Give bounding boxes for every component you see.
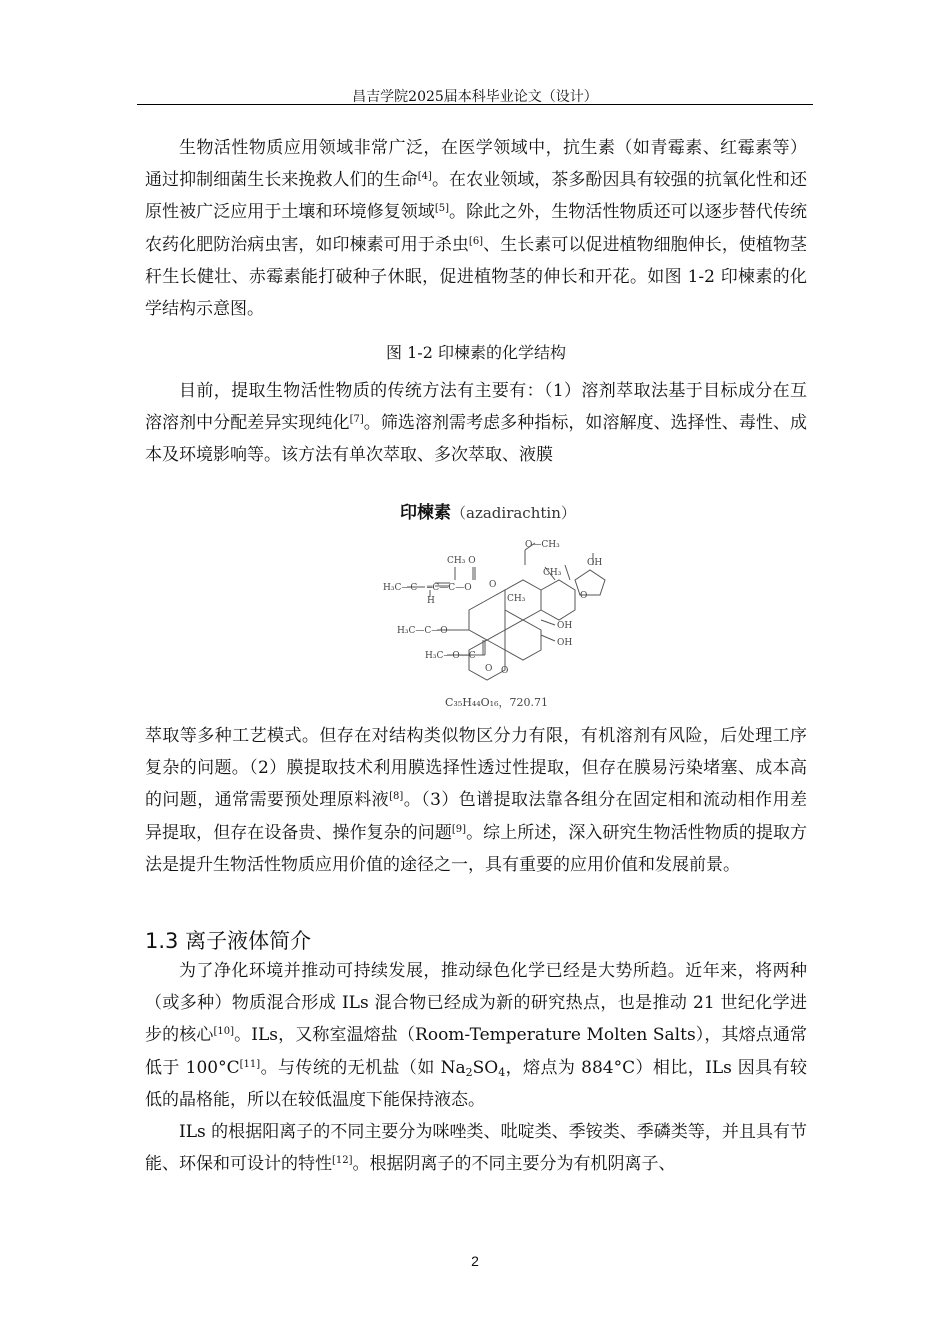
text: 。除此之外，生物活性物质还可以逐步替代传统农药化肥防治病虫害，如印楝素可用于杀虫 (145, 202, 808, 255)
paragraph-ionic-liquids-classes (145, 1116, 807, 1180)
figure-title-en: （azadirachtin） (451, 504, 576, 522)
label-oh1: OH (587, 558, 603, 568)
section-heading: 1.3 离子液体简介 (145, 929, 312, 953)
text: 。在农业领域，茶多酚因具有较强的抗氧化性和还原性被广泛应用于土壤和环境修复领域 (145, 170, 808, 223)
text: 生物活性物质应用领域非常广泛，在医学领域中，抗生素（如青霉素、红霉素等）通过抑制细菌生长来挽救人们的生命 (145, 138, 807, 191)
paragraph-extraction-methods (145, 375, 807, 472)
citation: [5] (434, 203, 449, 215)
citation: [8] (389, 791, 404, 803)
header-rule (137, 104, 813, 105)
text: ，熔点为 884°C）相比，ILs 因具有较低的晶格能，所以在较低温度下能保持液态。 (145, 1057, 807, 1110)
text: 目前，提取生物活性物质的传统方法有主要有：（1）溶剂萃取法基于目标成分在互溶溶剂中分配差异实现纯化 (145, 381, 807, 434)
figure-title-cn: 印楝素 (400, 503, 451, 523)
text: 、生长素可以促进植物细胞伸长，使植物茎秆生长健壮、赤霉素能打破种子休眠，促进植物茎的伸长和开花。如图 1-2 印楝素的化学结构示意图。 (145, 234, 808, 320)
label-ch3-o: CH₃ O (447, 556, 476, 566)
subscript: 2 (465, 1065, 473, 1079)
text: 。筛选溶剂需考虑多种指标，如溶解度、选择性、毒性、成本及环境影响等。该方法有单次萃取、多次萃取、液膜 (145, 413, 807, 466)
paragraph-extraction-continued (145, 720, 807, 881)
label-ch3-mid: CH₃ (507, 594, 526, 604)
text: 。（3）色谱提取法靠各组分在固定相和流动相作用差异提取，但存在设备贵、操作复杂的问题 (145, 790, 808, 843)
label-ch3-mid2: CH₃ (543, 568, 562, 578)
molecular-formula: C₃₅H₄₄O₁₆，720.71 (445, 696, 548, 709)
page-header: 昌吉学院2025届本科毕业论文（设计） (352, 89, 598, 105)
citation: [4] (417, 171, 432, 183)
label-eq-c: ═C—C—O (427, 583, 472, 593)
text: ILs 的根据阳离子的不同主要分为咪唑类、吡啶类、季铵类、季磷类等，并且具有节能、环保和可设计的特性 (145, 1122, 807, 1175)
page-number: 2 (471, 1253, 479, 1269)
figure-caption: 图 1-2 印楝素的化学结构 (386, 343, 566, 362)
text: 萃取等多种工艺模式。但存在对结构类似物区分力有限，有机溶剂有风险，后处理工序复杂的问题。（2）膜提取技术利用膜选择性透过性提取，但存在膜易污染堵塞、成本高的问题，通常需要预处理原料液 (145, 726, 807, 811)
paragraph-ionic-liquids-intro (145, 955, 807, 1116)
label-o3: O (501, 666, 509, 676)
citation: [7] (349, 414, 364, 426)
citation: [12] (332, 1155, 353, 1167)
label-o1: O (489, 580, 497, 590)
label-h: H (427, 596, 435, 606)
citation: [6] (468, 235, 484, 247)
label-o2: O (485, 664, 493, 674)
label-h3c-left: H₃C—C (383, 583, 418, 593)
label-h3c-ester: H₃C—C—O (397, 626, 448, 636)
text: 为了净化环境并推动可持续发展，推动绿色化学已经是大势所趋。近年来，将两种（或多种）物质混合形成 ILs 混合物已经成为新的研究热点，也是推动 21 世纪化学进步的核心 (145, 961, 807, 1046)
citation: [9] (451, 823, 467, 835)
azadirachtin-structure-diagram (375, 495, 610, 715)
paragraph-bioactive-applications (145, 132, 807, 325)
label-och3: O—CH₃ (525, 540, 560, 550)
citation: [10] (213, 1026, 235, 1038)
text: SO (472, 1057, 499, 1078)
section-body (145, 955, 807, 1180)
text: 。ILs，又称室温熔盐（Room-Temperature Molten Salts），其熔点通常低于 100°C (145, 1025, 808, 1078)
subscript: 4 (498, 1065, 506, 1079)
text: 。综上所述，深入研究生物活性物质的提取方法是提升生物活性物质应用价值的途径之一，具有重要的应用价值和发展前景。 (145, 822, 808, 875)
text: 。根据阴离子的不同主要分为有机阴离子、 (352, 1154, 676, 1175)
label-oh2: OH (557, 621, 573, 631)
citation: [11] (239, 1058, 261, 1070)
text: 。与传统的无机盐（如 Na (260, 1057, 466, 1078)
label-h3c-o-ester: H₃C—O—C (425, 651, 476, 661)
label-o4: O (580, 591, 588, 601)
label-oh3: OH (557, 638, 573, 648)
